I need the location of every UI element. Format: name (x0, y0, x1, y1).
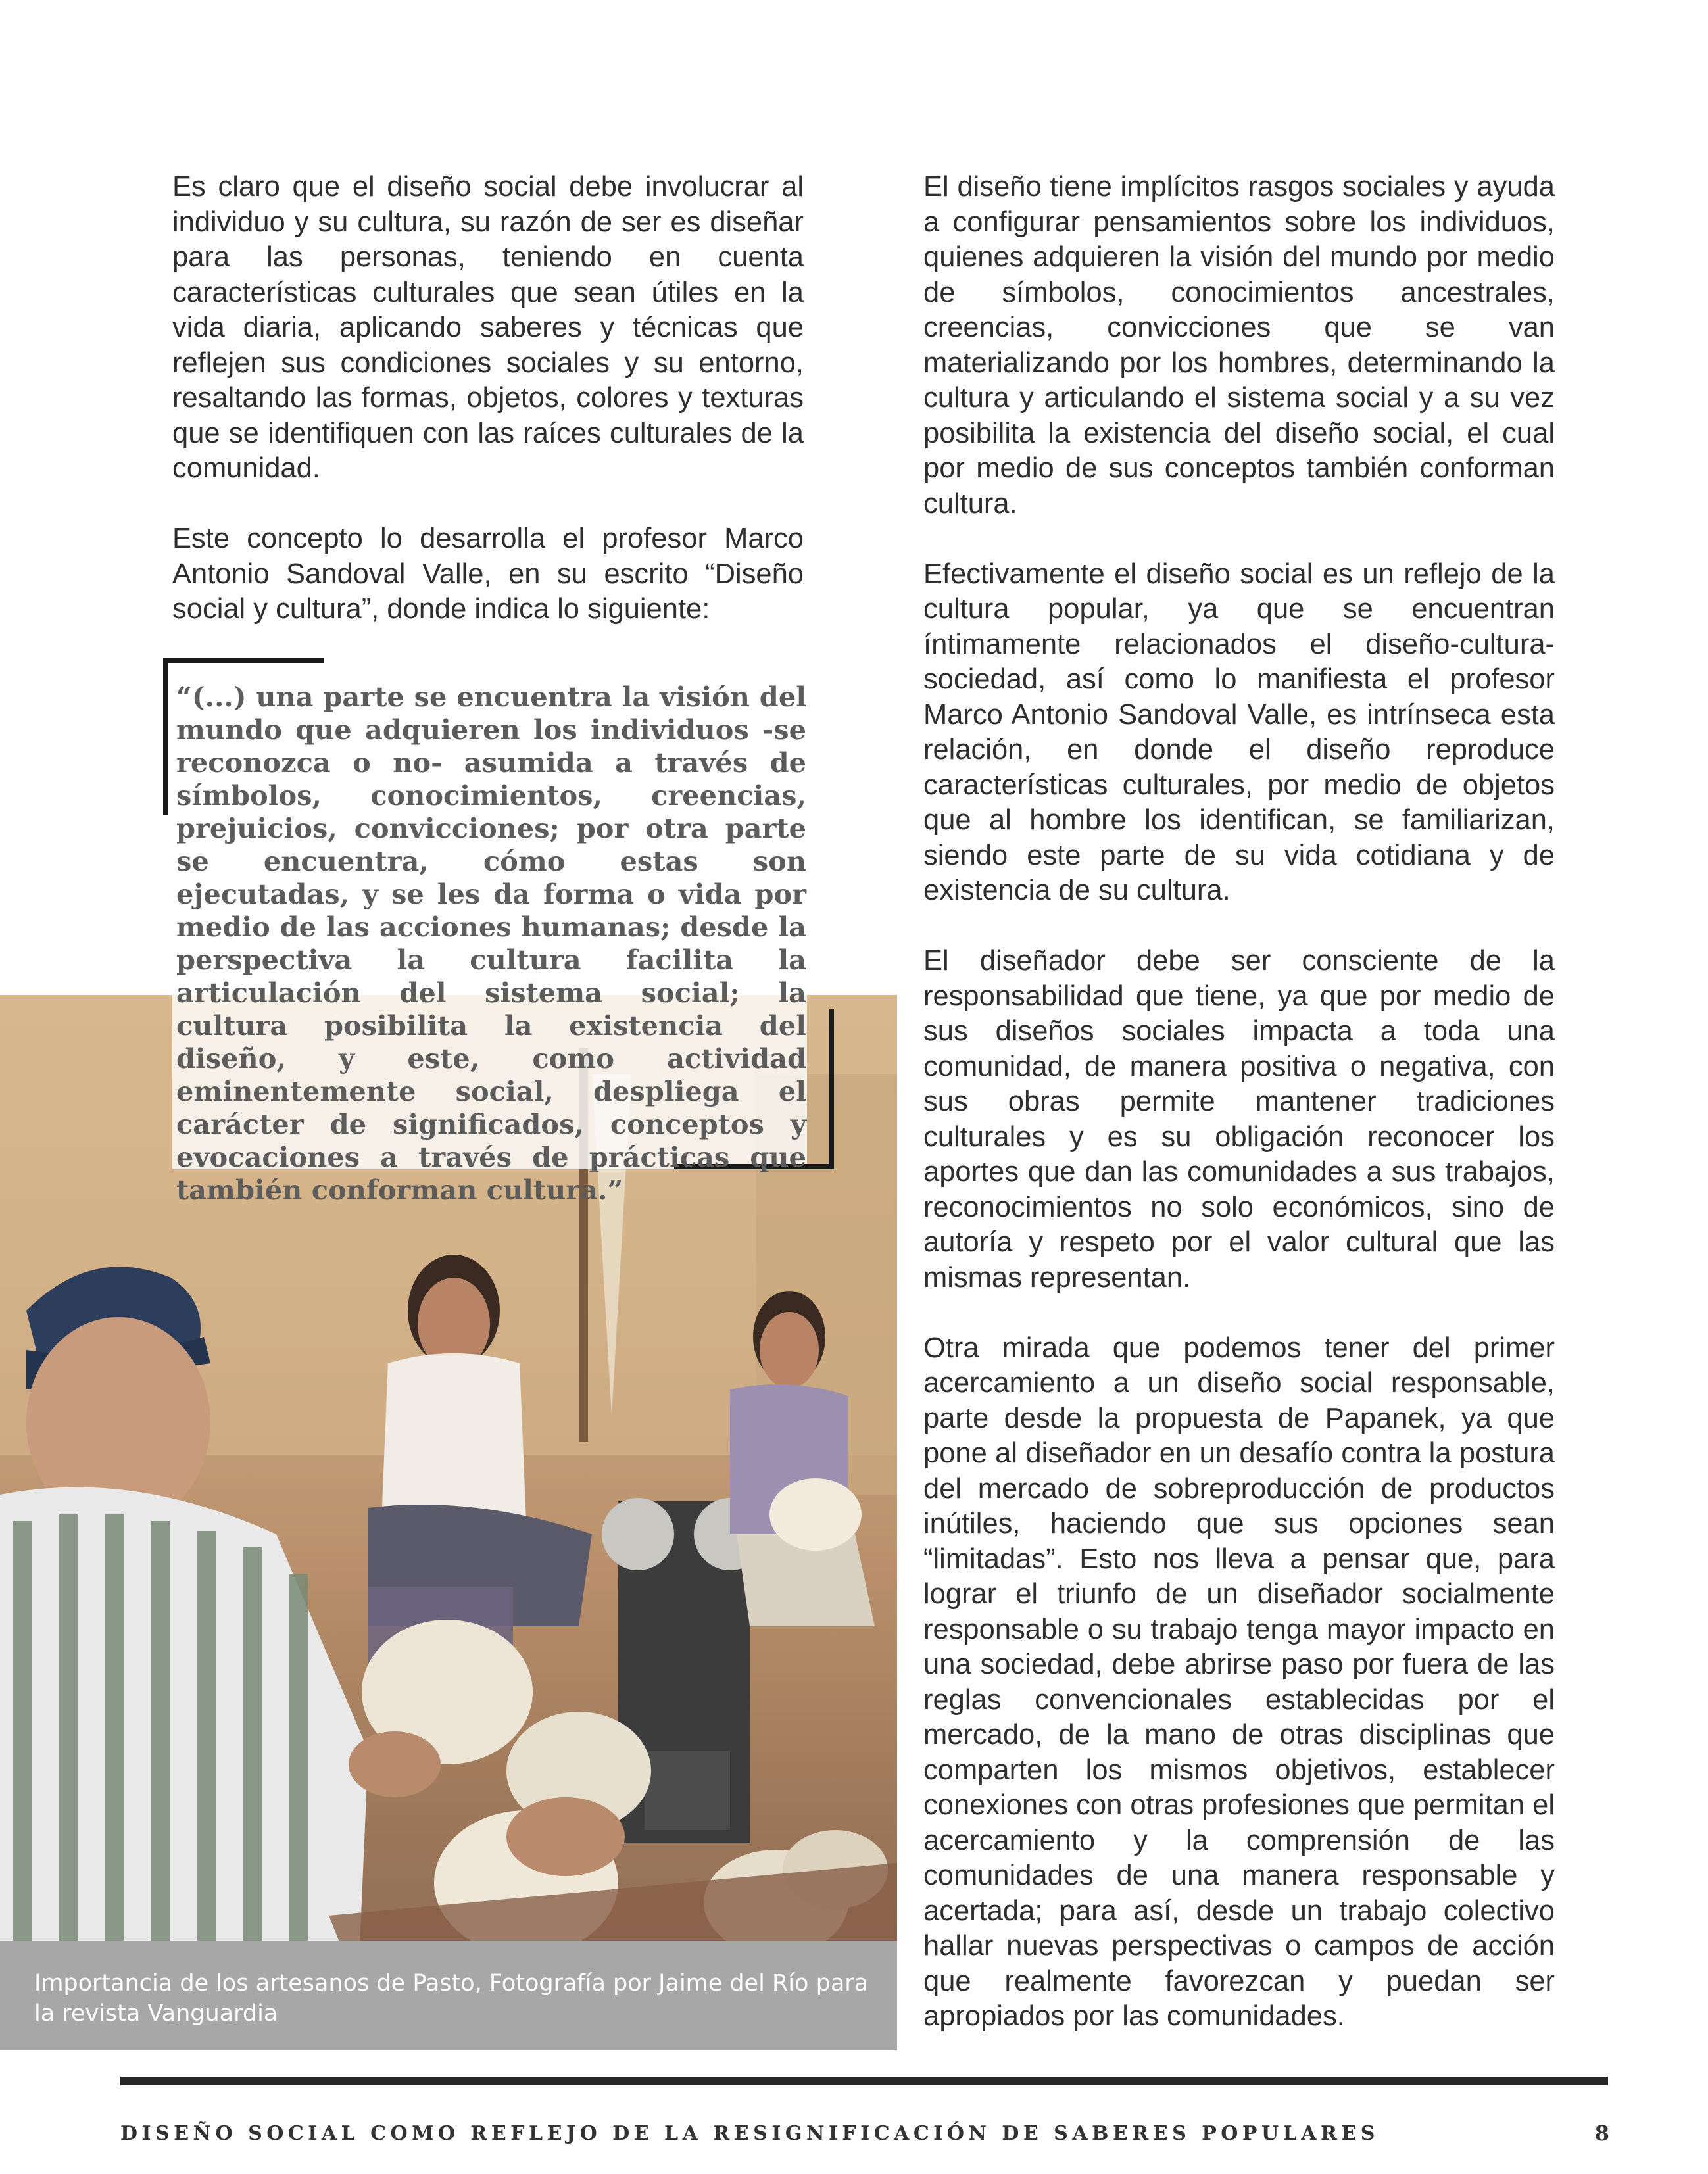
footer-rule (120, 2077, 1608, 2085)
quote-bracket-top-left-vertical (163, 658, 168, 815)
left-paragraph-1: Es claro que el diseño social debe involucrar al individuo y su cultura, su razón de ser es diseñar para las personas, teniendo en cuenta características culturales que sean útiles en la vida diaria, aplicando saberes y técnicas que reflejen sus condiciones sociales y su entorno, resaltando las formas, objetos, colores y texturas que se identifiquen con las raíces culturales de la comunidad. (172, 171, 804, 484)
right-paragraph-1: El diseño tiene implícitos rasgos sociales y ayuda a configurar pensamientos sobre los individuos, quienes adquieren la visión del mundo por medio de símbolos, conocimientos ancestrales, creencias, convicciones que se van materializando por los hombres, determinando la cultura y articulando el sistema social y a su vez posibilita la existencia del diseño social, el cual por medio de sus conceptos también conforman cultura. (923, 171, 1555, 519)
pull-quote: “(...) una parte se encuentra la visión del mundo que adquieren los individuos -se reconozca o no- asumida a través de símbolos, conocimientos, creencias, prejuicios, convicciones; por otra parte se encuentra, cómo estas son ejecutadas, y se les da forma o vida por medio de las acciones humanas; desde la perspectiva la cultura facilita la articulación del sistema social; la cultura posibilita la existencia del diseño, y este, como actividad eminentemente social, despliega el carácter de significados, conceptos y evocaciones a través de prácticas que también conforman cultura.” (176, 681, 806, 1206)
page-number: 8 (1594, 2121, 1609, 2146)
quote-bracket-bottom-right-vertical (829, 1009, 834, 1169)
right-column (923, 170, 1555, 2035)
footer-title: DISEÑO SOCIAL COMO REFLEJO DE LA RESIGNIFICACIÓN DE SABERES POPULARES (120, 2122, 1379, 2145)
quote-bracket-top-left-horizontal (163, 658, 324, 663)
left-paragraph-2: Este concepto lo desarrolla el profesor Marco Antonio Sandoval Valle, en su escrito “Diseño social y cultura”, donde indica lo siguiente: (172, 523, 804, 625)
right-paragraph-4: Otra mirada que podemos tener del primer acercamiento a un diseño social responsable, parte desde la propuesta de Papanek, ya que pone al diseñador en un desafío contra la postura del mercado de sobreproducción de productos inútiles, haciendo que sus opciones sean “limitadas”. Esto nos lleva a pensar que, para lograr el triunfo de un diseñador socialmente responsable o su trabajo tenga mayor impacto en una sociedad, debe abrirse paso por fuera de las reglas convencionales establecidas por el mercado, de la mano de otras disciplinas que comparten los mismos objetivos, establecer conexiones con otras profesiones que permitan el acercamiento y la comprensión de las comunidades de una manera responsable y acertada; para así, desde un trabajo colectivo hallar nuevas perspectivas o campos de acción que realmente favorezcan y puedan ser apropiados por las comunidades. (923, 1332, 1555, 2032)
right-paragraph-2: Efectivamente el diseño social es un reflejo de la cultura popular, ya que se encuentran íntimamente relacionados el diseño-cultura-sociedad, así como lo manifiesta el profesor Marco Antonio Sandoval Valle, es intrínseca esta relación, en donde el diseño reproduce características culturales, por medio de objetos que al hombre los identifican, se familiarizan, siendo este parte de su vida cotidiana y de existencia de su cultura. (923, 558, 1555, 906)
photo-caption: Importancia de los artesanos de Pasto, Fotografía por Jaime del Río para la revista Vanguardia (34, 1970, 869, 2027)
right-paragraph-3: El diseñador debe ser consciente de la responsabilidad que tiene, ya que por medio de sus diseños sociales impacta a toda una comunidad, de manera positiva o negativa, con sus obras permite mantener tradiciones culturales y es su obligación reconocer los aportes que dan las comunidades a sus trabajos, reconocimientos no solo económicos, sino de autoría y respeto por el valor cultural que las mismas representan. (923, 945, 1555, 1293)
left-column (172, 170, 804, 627)
